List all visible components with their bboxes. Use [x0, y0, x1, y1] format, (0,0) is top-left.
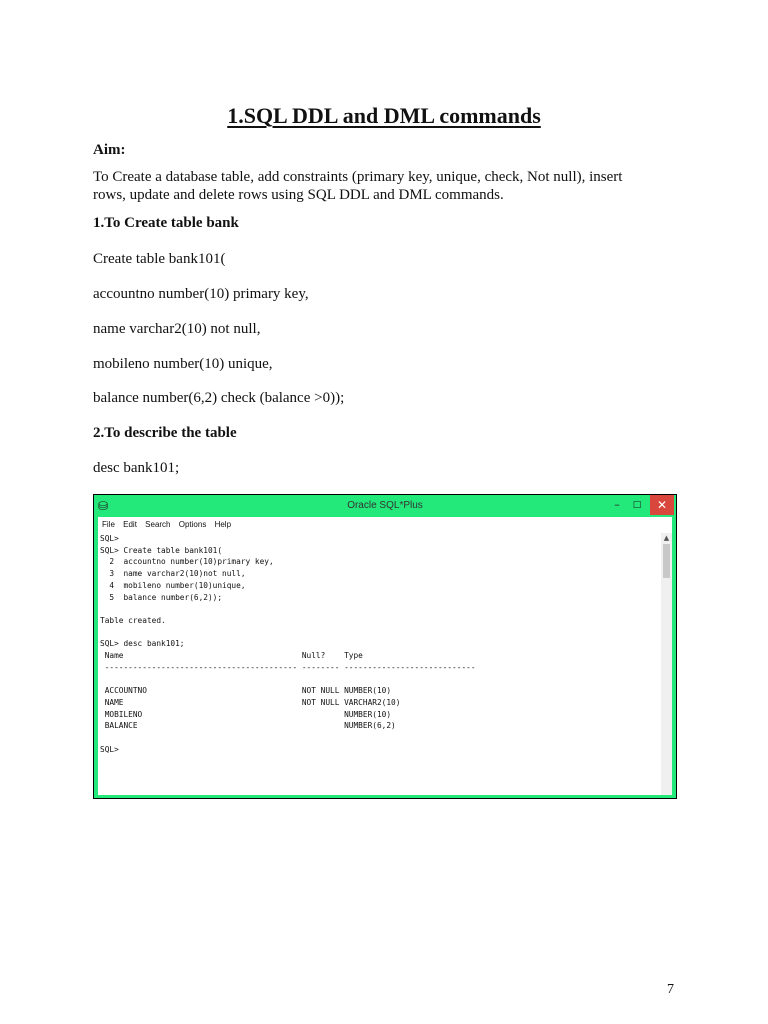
- menu-search[interactable]: Search: [145, 520, 171, 529]
- console-line: MOBILENO NUMBER(10): [100, 709, 392, 719]
- code-line: accountno number(10) primary key,: [93, 286, 309, 302]
- desc-command: desc bank101;: [93, 460, 180, 476]
- console-line: SQL> desc bank101;: [100, 639, 185, 649]
- page-number: 7: [667, 982, 674, 997]
- console-line: BALANCE NUMBER(6,2): [100, 721, 396, 731]
- menu-help[interactable]: Help: [214, 520, 232, 529]
- console-line: 3 name varchar2(10)not null,: [100, 569, 246, 579]
- console-line: [100, 603, 661, 615]
- section-heading-create: 1.To Create table bank: [93, 215, 239, 231]
- console-line: SQL>: [100, 534, 119, 543]
- console-line: NAME NOT NULL VARCHAR2(10): [100, 697, 401, 707]
- aim-text: To Create a database table, add constraints (primary key, unique, check, Not null), insert rows, update and delete rows using SQL DDL and DML commands.: [93, 169, 623, 203]
- aim-label: Aim:: [93, 142, 126, 158]
- sqlplus-window-screenshot: [93, 494, 677, 799]
- window-frame: [94, 495, 676, 798]
- maximize-icon[interactable]: □: [632, 500, 642, 510]
- menu-options[interactable]: Options: [178, 520, 207, 529]
- menu-file[interactable]: File: [102, 520, 115, 529]
- console-line: [100, 627, 661, 639]
- title-bar: [94, 495, 676, 517]
- console-line: ACCOUNTNO NOT NULL NUMBER(10): [100, 686, 392, 696]
- scroll-up-icon[interactable]: ▲: [663, 534, 670, 542]
- code-line: balance number(6,2) check (balance >0));: [93, 390, 345, 406]
- page-title: 1.SQL DDL and DML commands: [227, 103, 541, 128]
- menu-edit[interactable]: Edit: [123, 520, 137, 529]
- close-icon[interactable]: ✕: [650, 495, 674, 515]
- sqlplus-app-icon: ⛁: [98, 499, 109, 513]
- code-line: name varchar2(10) not null,: [93, 321, 261, 337]
- minimize-icon[interactable]: –: [614, 498, 620, 511]
- console-line: SQL> Create table bank101(: [100, 545, 223, 555]
- console-line: 2 accountno number(10)primary key,: [100, 557, 274, 567]
- console-line: SQL>: [100, 744, 119, 754]
- console-line: ----------------------------------------- -------- ----------------------------: [100, 662, 476, 672]
- console-line: Table created.: [100, 615, 166, 625]
- menu-bar: [98, 520, 233, 534]
- code-line: Create table bank101(: [93, 251, 226, 267]
- console-line: [100, 673, 661, 685]
- code-line: mobileno number(10) unique,: [93, 356, 273, 372]
- window-client-area: [98, 517, 672, 795]
- console-line: 5 balance number(6,2));: [100, 592, 223, 602]
- section-heading-describe: 2.To describe the table: [93, 425, 237, 441]
- console-output[interactable]: [98, 533, 661, 795]
- console-line: [100, 732, 661, 744]
- scroll-thumb[interactable]: [663, 544, 670, 578]
- console-line: 4 mobileno number(10)unique,: [100, 580, 246, 590]
- vertical-scrollbar[interactable]: [661, 533, 672, 795]
- console-line: Name Null? Type: [100, 651, 363, 661]
- window-title: Oracle SQL*Plus: [347, 500, 423, 511]
